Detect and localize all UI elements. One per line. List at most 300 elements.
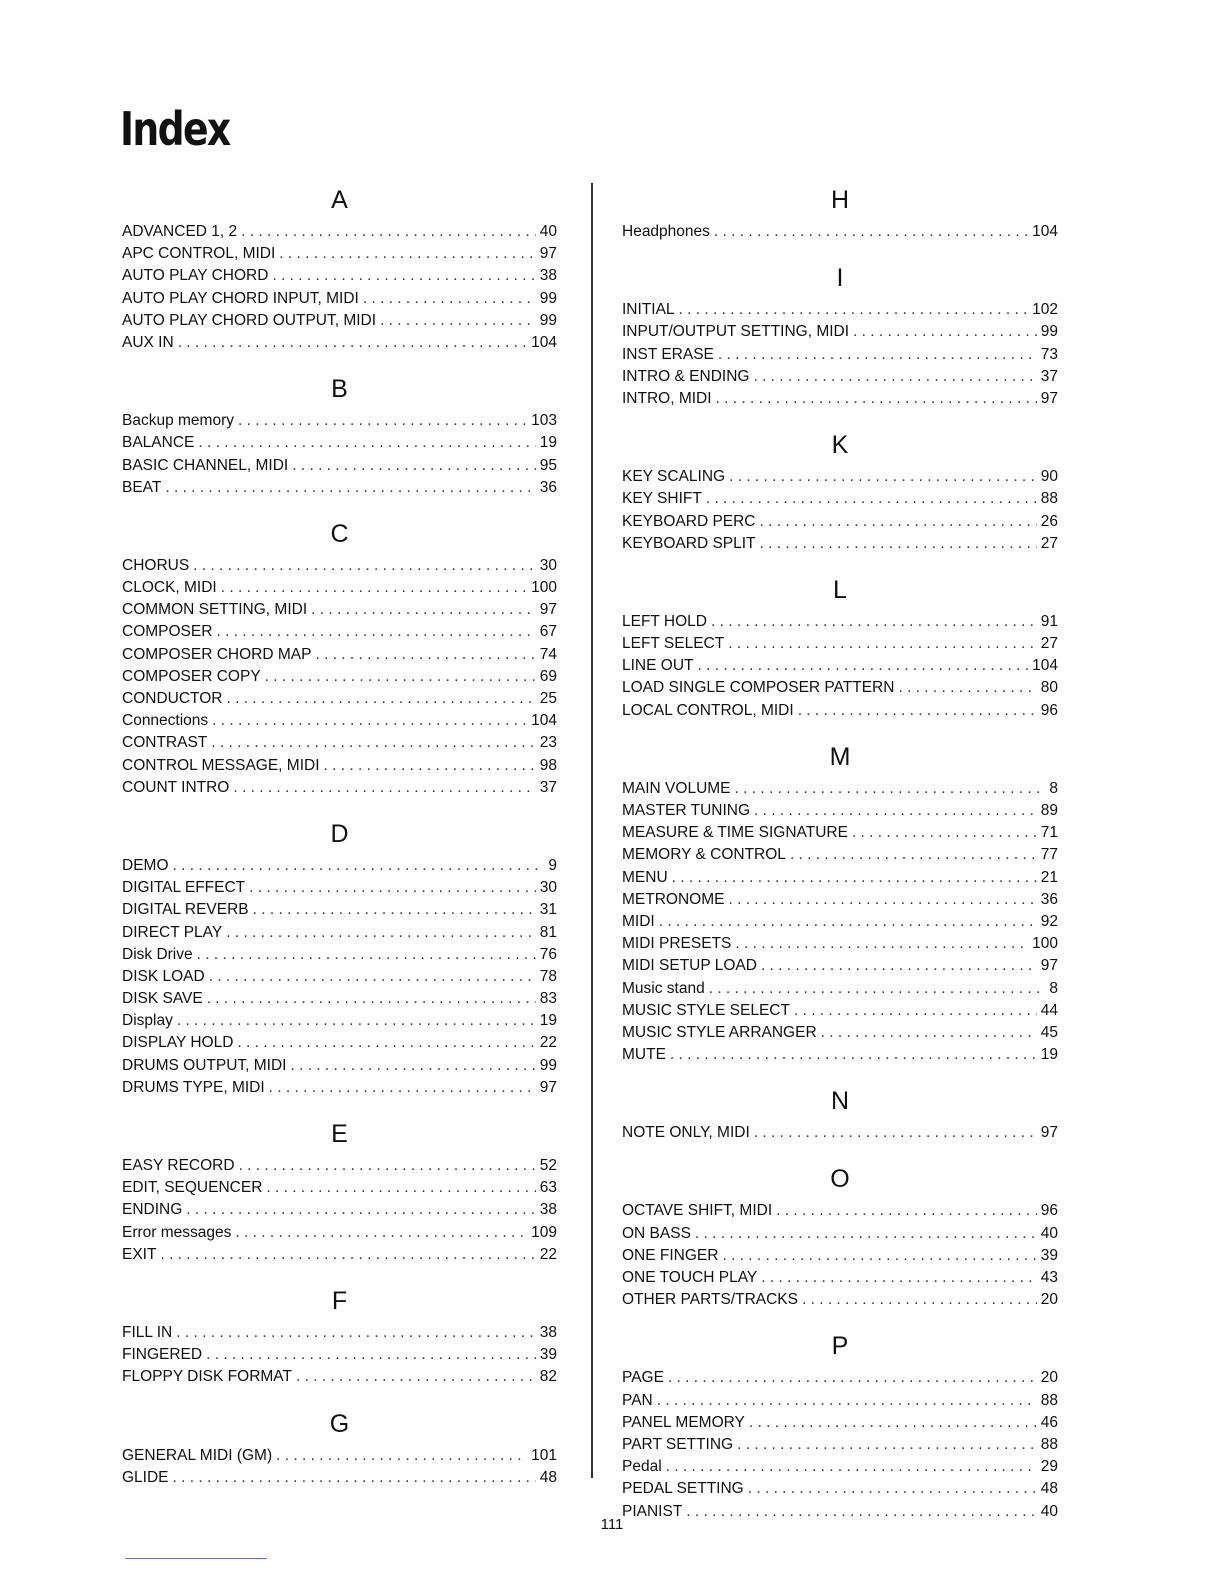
- entry-page: 23: [539, 734, 557, 752]
- dot-leader: [216, 621, 535, 643]
- dot-leader: [668, 1367, 1037, 1389]
- dot-leader: [798, 700, 1037, 722]
- index-section-n: [622, 1083, 1058, 1144]
- entry-page: 78: [539, 967, 557, 985]
- entry-page: 109: [531, 1223, 557, 1241]
- entry-page: 20: [1040, 1291, 1058, 1309]
- index-entry: [122, 777, 557, 799]
- entry-term: COUNT INTRO: [122, 778, 230, 796]
- entry-term: DISK LOAD: [122, 967, 205, 985]
- entry-page: 37: [1040, 367, 1058, 385]
- index-section-l: [622, 572, 1058, 722]
- dot-leader: [206, 1344, 536, 1366]
- entry-term: DEMO: [122, 856, 169, 874]
- entry-page: 97: [1040, 957, 1058, 975]
- entry-term: EXIT: [122, 1245, 157, 1263]
- entry-term: AUTO PLAY CHORD: [122, 267, 269, 285]
- dot-leader: [296, 1366, 536, 1388]
- entry-term: OCTAVE SHIFT, MIDI: [622, 1202, 773, 1220]
- entry-page: 100: [1032, 935, 1058, 953]
- index-entry: [122, 477, 557, 499]
- entry-page: 104: [1032, 657, 1058, 675]
- entry-page: 99: [1040, 323, 1058, 341]
- index-entry: [122, 966, 557, 988]
- index-entry: [122, 666, 557, 688]
- index-entry: [122, 621, 557, 643]
- dot-leader: [311, 599, 536, 621]
- entry-term: BEAT: [122, 478, 162, 496]
- entry-page: 30: [539, 556, 557, 574]
- entry-page: 19: [539, 434, 557, 452]
- entry-page: 21: [1040, 868, 1058, 886]
- entry-page: 38: [539, 1201, 557, 1219]
- index-entry: [122, 555, 557, 577]
- index-entry: [122, 1366, 557, 1388]
- entry-page: 76: [539, 945, 557, 963]
- dot-leader: [729, 466, 1037, 488]
- index-entry: [622, 1223, 1058, 1245]
- dot-leader: [197, 944, 536, 966]
- index-entry: [622, 488, 1058, 510]
- index-entry: [622, 1289, 1058, 1311]
- dot-leader: [853, 321, 1037, 343]
- entry-term: CHORUS: [122, 556, 190, 574]
- entry-page: 9: [548, 856, 557, 874]
- entry-term: MEMORY & CONTROL: [622, 846, 786, 864]
- entry-term: APC CONTROL, MIDI: [122, 245, 276, 263]
- entry-list: [622, 466, 1058, 555]
- dot-leader: [697, 655, 1028, 677]
- dot-leader: [679, 299, 1029, 321]
- entry-term: CONDUCTOR: [122, 690, 223, 707]
- dot-leader: [193, 555, 536, 577]
- entry-list: [122, 221, 557, 354]
- index-section-g: [122, 1406, 557, 1489]
- entry-term: FINGERED: [122, 1346, 203, 1364]
- dot-leader: [178, 332, 527, 354]
- index-entry: [622, 321, 1058, 343]
- entry-term: Error messages: [122, 1223, 232, 1241]
- dot-leader: [802, 1289, 1037, 1311]
- entry-term: COMPOSER CHORD MAP: [122, 645, 312, 663]
- index-section-b: [122, 371, 557, 499]
- entry-page: 96: [1040, 701, 1058, 719]
- dot-leader: [209, 966, 536, 988]
- index-column-right: [622, 182, 1058, 1540]
- dot-leader: [173, 1467, 536, 1489]
- entry-term: DISPLAY HOLD: [122, 1034, 234, 1052]
- dot-leader: [177, 1010, 536, 1032]
- dot-leader: [198, 432, 535, 454]
- entry-term: DRUMS TYPE, MIDI: [122, 1078, 265, 1096]
- dot-leader: [238, 410, 527, 432]
- entry-page: 27: [1040, 534, 1058, 552]
- dot-leader: [265, 666, 536, 688]
- column-divider: [591, 183, 593, 1478]
- entry-term: KEYBOARD SPLIT: [622, 534, 756, 552]
- entry-term: CONTROL MESSAGE, MIDI: [122, 756, 320, 774]
- entry-term: DIGITAL EFFECT: [122, 879, 246, 897]
- entry-page: 99: [539, 289, 557, 307]
- entry-list: [122, 1445, 557, 1489]
- dot-leader: [226, 922, 536, 944]
- index-column-left: [122, 182, 557, 1506]
- entry-page: 39: [1040, 1246, 1058, 1264]
- index-section-h: [622, 182, 1058, 243]
- index-entry: [622, 822, 1058, 844]
- index-entry: [122, 265, 557, 287]
- entry-page: 88: [1040, 1435, 1058, 1453]
- entry-term: LEFT HOLD: [622, 612, 707, 630]
- entry-term: ONE TOUCH PLAY: [622, 1269, 758, 1286]
- entry-page: 52: [539, 1157, 557, 1174]
- entry-list: [622, 221, 1058, 243]
- dot-leader: [212, 710, 527, 732]
- entry-list: [122, 555, 557, 799]
- index-section-a: [122, 182, 557, 354]
- entry-term: DIGITAL REVERB: [122, 901, 249, 919]
- entry-term: Music stand: [622, 979, 705, 997]
- dot-leader: [749, 1412, 1037, 1434]
- entry-term: MENU: [622, 868, 668, 886]
- index-entry: [622, 511, 1058, 533]
- entry-page: 45: [1040, 1023, 1058, 1041]
- index-entry: [622, 800, 1058, 822]
- index-section-f: [122, 1283, 557, 1389]
- dot-leader: [363, 288, 536, 310]
- entry-page: 38: [539, 1323, 557, 1341]
- entry-page: 67: [539, 623, 557, 641]
- entry-term: DRUMS OUTPUT, MIDI: [122, 1056, 287, 1074]
- index-entry: [622, 1267, 1058, 1289]
- index-entry: [622, 1245, 1058, 1267]
- entry-page: 44: [1040, 1001, 1058, 1019]
- index-entry: [122, 243, 557, 265]
- entry-page: 92: [1040, 912, 1058, 930]
- index-entry: [622, 844, 1058, 866]
- dot-leader: [714, 221, 1028, 243]
- dot-leader: [695, 1223, 1037, 1245]
- entry-term: Headphones: [622, 223, 710, 240]
- dot-leader: [211, 732, 536, 754]
- index-entry: [622, 344, 1058, 366]
- entry-term: PEDAL SETTING: [622, 1480, 744, 1498]
- section-letter: H: [830, 186, 850, 214]
- dot-leader: [173, 855, 545, 877]
- section-letter: B: [331, 375, 348, 404]
- index-entry: [622, 1200, 1058, 1222]
- index-section-d: [122, 816, 557, 1099]
- dot-leader: [794, 1000, 1037, 1022]
- entry-list: [122, 410, 557, 499]
- entry-page: 96: [1040, 1202, 1058, 1220]
- entry-term: CONTRAST: [122, 734, 208, 752]
- dot-leader: [186, 1199, 535, 1221]
- index-entry: [622, 1022, 1058, 1044]
- entry-page: 31: [539, 901, 557, 919]
- entry-term: BALANCE: [122, 434, 195, 452]
- index-entry: [122, 855, 557, 877]
- page-title: Index: [120, 102, 230, 156]
- index-entry: [622, 1044, 1058, 1066]
- dot-leader: [821, 1022, 1037, 1044]
- index-entry: [122, 410, 557, 432]
- entry-term: ON BASS: [622, 1224, 691, 1242]
- section-letter: M: [829, 742, 851, 771]
- entry-term: AUTO PLAY CHORD INPUT, MIDI: [122, 289, 359, 307]
- entry-term: Disk Drive: [122, 945, 193, 963]
- entry-page: 88: [1040, 490, 1058, 508]
- index-entry: [122, 688, 557, 710]
- index-entry: [122, 1344, 557, 1366]
- dot-leader: [253, 899, 536, 921]
- entry-page: 74: [539, 645, 557, 663]
- entry-term: FLOPPY DISK FORMAT: [122, 1368, 292, 1386]
- dot-leader: [711, 611, 1037, 633]
- entry-page: 37: [539, 778, 557, 796]
- entry-term: COMPOSER COPY: [122, 667, 261, 685]
- dot-leader: [776, 1200, 1037, 1222]
- entry-term: MIDI: [622, 912, 655, 930]
- entry-page: 26: [1040, 512, 1058, 530]
- index-entry: [122, 221, 557, 243]
- entry-term: INST ERASE: [622, 345, 714, 363]
- entry-term: METRONOME: [622, 890, 725, 908]
- dot-leader: [748, 1478, 1037, 1500]
- entry-page: 19: [539, 1012, 557, 1030]
- dot-leader: [290, 1055, 535, 1077]
- entry-list: [622, 1367, 1058, 1522]
- entry-page: 30: [539, 879, 557, 897]
- index-entry: [122, 1199, 557, 1221]
- entry-page: 19: [1040, 1046, 1058, 1064]
- entry-page: 98: [539, 756, 557, 774]
- entry-page: 27: [1040, 635, 1058, 653]
- entry-term: MAIN VOLUME: [622, 779, 731, 797]
- index-entry: [122, 310, 557, 332]
- entry-page: 29: [1040, 1458, 1058, 1476]
- entry-page: 97: [539, 245, 557, 263]
- entry-term: MIDI SETUP LOAD: [622, 957, 757, 975]
- entry-page: 22: [539, 1034, 557, 1052]
- dot-leader: [760, 533, 1037, 555]
- entry-page: 8: [1049, 979, 1058, 997]
- entry-term: AUX IN: [122, 333, 174, 351]
- entry-term: PART SETTING: [622, 1435, 734, 1453]
- entry-page: 46: [1040, 1413, 1058, 1431]
- entry-page: 22: [539, 1245, 557, 1263]
- index-entry: [622, 221, 1058, 243]
- index-section-p: [622, 1328, 1058, 1522]
- dot-leader: [207, 988, 536, 1010]
- section-letter: O: [830, 1165, 850, 1194]
- entry-page: 40: [1040, 1224, 1058, 1242]
- section-letter: G: [329, 1409, 350, 1438]
- entry-term: MUSIC STYLE ARRANGER: [622, 1023, 817, 1041]
- entry-term: Pedal: [622, 1458, 662, 1476]
- entry-term: PANEL MEMORY: [622, 1413, 745, 1431]
- entry-page: 104: [531, 712, 557, 730]
- entry-term: MEASURE & TIME SIGNATURE: [622, 824, 848, 842]
- dot-leader: [852, 822, 1037, 844]
- dot-leader: [790, 844, 1037, 866]
- entry-term: EASY RECORD: [122, 1157, 235, 1174]
- dot-leader: [315, 644, 535, 666]
- entry-page: 40: [539, 223, 557, 240]
- index-entry: [122, 1010, 557, 1032]
- entry-term: INITIAL: [622, 301, 675, 319]
- index-entry: [122, 1322, 557, 1344]
- entry-term: GENERAL MIDI (GM): [122, 1446, 273, 1464]
- entry-page: 100: [531, 579, 557, 597]
- dot-leader: [279, 243, 535, 265]
- entry-page: 83: [539, 990, 557, 1008]
- entry-term: FILL IN: [122, 1323, 173, 1341]
- dot-leader: [657, 1390, 1037, 1412]
- entry-term: Connections: [122, 712, 209, 730]
- dot-leader: [754, 800, 1037, 822]
- entry-list: [622, 1122, 1058, 1144]
- dot-leader: [292, 455, 536, 477]
- index-entry: [122, 732, 557, 754]
- dot-leader: [754, 1122, 1037, 1144]
- entry-page: 48: [539, 1468, 557, 1486]
- entry-page: 63: [539, 1179, 557, 1197]
- entry-term: INTRO, MIDI: [622, 389, 712, 407]
- dot-leader: [235, 1222, 527, 1244]
- entry-term: EDIT, SEQUENCER: [122, 1179, 263, 1197]
- index-entry: [622, 1367, 1058, 1389]
- entry-term: ONE FINGER: [622, 1246, 719, 1264]
- index-entry: [622, 889, 1058, 911]
- entry-term: LEFT SELECT: [622, 635, 725, 653]
- index-entry: [122, 1222, 557, 1244]
- index-entry: [622, 466, 1058, 488]
- index-entry: [622, 1000, 1058, 1022]
- entry-term: ENDING: [122, 1201, 183, 1219]
- dot-leader: [761, 1267, 1037, 1289]
- index-entry: [122, 1445, 557, 1467]
- entry-term: Display: [122, 1012, 173, 1030]
- entry-page: 40: [1040, 1502, 1058, 1520]
- dot-leader: [239, 1155, 536, 1177]
- dot-leader: [659, 911, 1037, 933]
- entry-term: DISK SAVE: [122, 990, 203, 1008]
- index-entry: [622, 867, 1058, 889]
- index-section-e: [122, 1116, 557, 1266]
- dot-leader: [737, 1434, 1037, 1456]
- index-entry: [122, 1244, 557, 1266]
- entry-term: KEY SHIFT: [622, 490, 702, 508]
- entry-term: OTHER PARTS/TRACKS: [622, 1291, 798, 1309]
- entry-term: COMPOSER: [122, 623, 213, 641]
- index-entry: [622, 933, 1058, 955]
- index-entry: [622, 778, 1058, 800]
- index-entry: [622, 611, 1058, 633]
- index-entry: [622, 911, 1058, 933]
- index-section-m: [622, 739, 1058, 1066]
- entry-list: [122, 1155, 557, 1266]
- entry-page: 104: [531, 333, 557, 351]
- index-section-i: [622, 260, 1058, 410]
- dot-leader: [266, 1177, 535, 1199]
- entry-page: 25: [539, 690, 557, 707]
- index-entry: [122, 899, 557, 921]
- index-entry: [622, 1456, 1058, 1478]
- section-letter: C: [330, 519, 349, 548]
- entry-page: 20: [1040, 1369, 1058, 1387]
- dot-leader: [221, 577, 527, 599]
- entry-page: 90: [1040, 468, 1058, 486]
- entry-term: ADVANCED 1, 2: [122, 223, 238, 240]
- section-letter: A: [331, 186, 348, 214]
- entry-term: CLOCK, MIDI: [122, 579, 217, 597]
- entry-term: PIANIST: [622, 1502, 683, 1520]
- entry-list: [622, 299, 1058, 410]
- entry-page: 80: [1040, 679, 1058, 697]
- entry-term: AUTO PLAY CHORD OUTPUT, MIDI: [122, 311, 377, 329]
- dot-leader: [249, 877, 536, 899]
- section-letter: L: [833, 575, 847, 604]
- index-entry: [122, 432, 557, 454]
- dot-leader: [706, 488, 1037, 510]
- entry-term: GLIDE: [122, 1468, 169, 1486]
- index-entry: [622, 1478, 1058, 1500]
- dot-leader: [709, 978, 1046, 1000]
- dot-leader: [735, 933, 1028, 955]
- dot-leader: [237, 1032, 535, 1054]
- index-entry: [622, 633, 1058, 655]
- entry-term: COMMON SETTING, MIDI: [122, 601, 308, 619]
- index-entry: [622, 978, 1058, 1000]
- index-entry: [122, 644, 557, 666]
- entry-page: 36: [1040, 890, 1058, 908]
- entry-page: 43: [1040, 1269, 1058, 1286]
- dot-leader: [324, 755, 536, 777]
- index-entry: [122, 710, 557, 732]
- index-entry: [122, 1077, 557, 1099]
- dot-leader: [176, 1322, 536, 1344]
- entry-term: LINE OUT: [622, 657, 694, 675]
- dot-leader: [753, 366, 1036, 388]
- dot-leader: [898, 677, 1036, 699]
- entry-term: LOCAL CONTROL, MIDI: [622, 701, 794, 719]
- entry-term: INTRO & ENDING: [622, 367, 750, 385]
- entry-page: 77: [1040, 846, 1058, 864]
- index-entry: [122, 599, 557, 621]
- index-section-c: [122, 516, 557, 799]
- dot-leader: [241, 221, 536, 243]
- index-entry: [622, 533, 1058, 555]
- index-entry: [622, 366, 1058, 388]
- entry-page: 97: [539, 1078, 557, 1096]
- index-entry: [622, 677, 1058, 699]
- entry-page: 81: [539, 923, 557, 941]
- index-entry: [122, 288, 557, 310]
- entry-page: 8: [1049, 779, 1058, 797]
- index-entry: [622, 1122, 1058, 1144]
- index-section-k: [622, 427, 1058, 555]
- entry-page: 104: [1032, 223, 1058, 240]
- dot-leader: [718, 344, 1037, 366]
- index-entry: [122, 988, 557, 1010]
- index-entry: [122, 1055, 557, 1077]
- index-entry: [622, 1412, 1058, 1434]
- section-letter: D: [330, 819, 349, 848]
- dot-leader: [380, 310, 536, 332]
- dot-leader: [728, 633, 1037, 655]
- dot-leader: [666, 1456, 1037, 1478]
